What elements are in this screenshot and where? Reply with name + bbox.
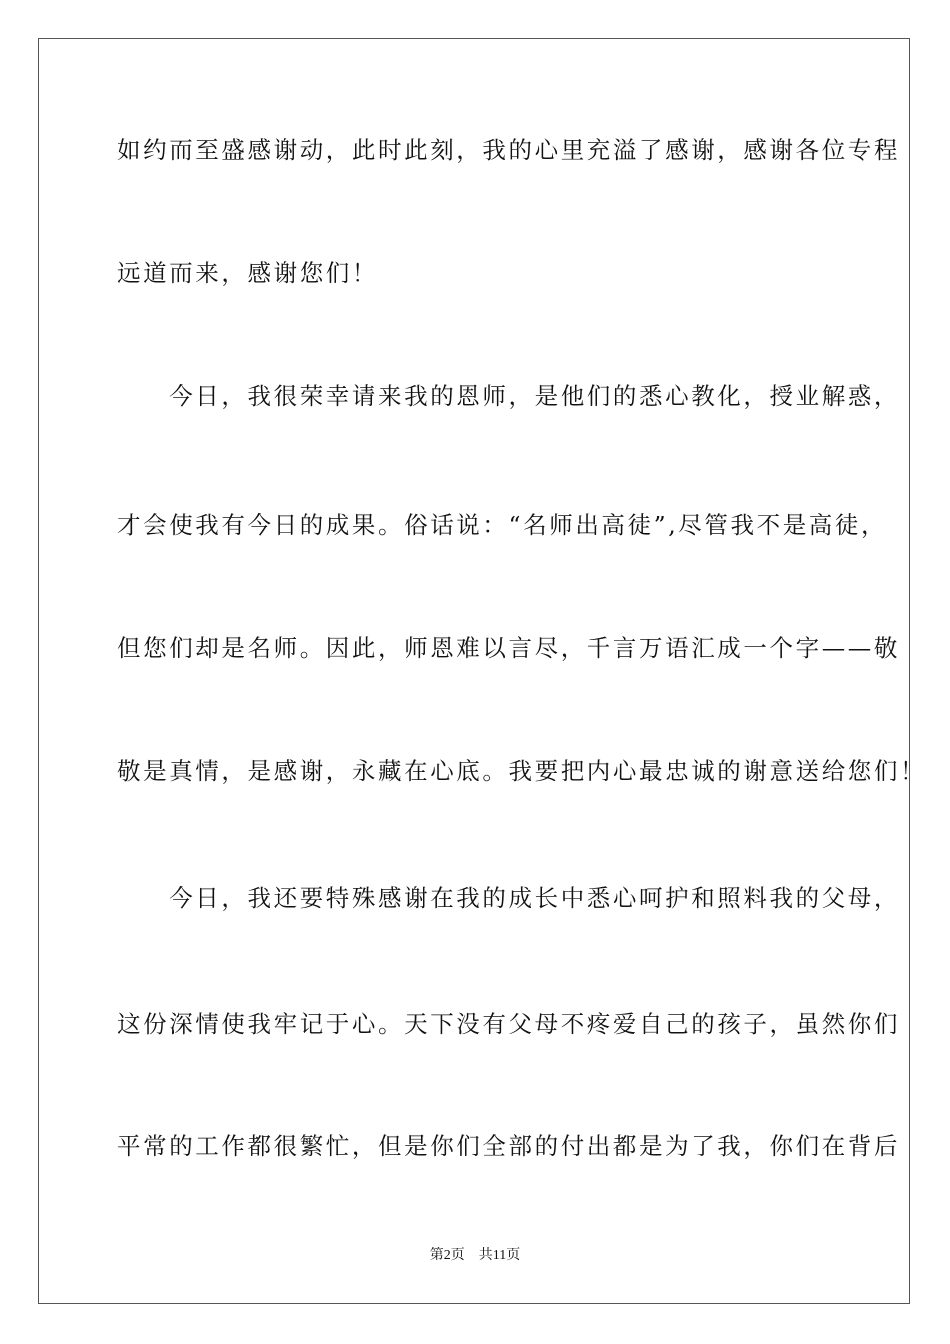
text-line-7: 今日，我还要特殊感谢在我的成长中悉心呵护和照料我的父母， <box>117 884 900 912</box>
page-number-footer: 第2页 共11页 <box>429 1248 521 1263</box>
text-line-2: 远道而来，感谢您们！ <box>117 259 378 287</box>
text-line-6: 敬是真情，是感谢，永藏在心底。我要把内心最忠诚的谢意送给您们！ <box>117 757 927 785</box>
text-line-5: 但您们却是名师。因此，师恩难以言尽，千言万语汇成一个字——敬 <box>117 634 900 662</box>
text-line-3: 今日，我很荣幸请来我的恩师，是他们的悉心教化，授业解惑， <box>117 382 900 410</box>
text-line-8: 这份深情使我牢记于心。天下没有父母不疼爱自己的孩子，虽然你们 <box>117 1010 900 1038</box>
text-line-1: 如约而至盛感谢动，此时此刻，我的心里充溢了感谢，感谢各位专程 <box>117 136 900 164</box>
page-border <box>38 38 910 1304</box>
text-line-4: 才会使我有今日的成果。俗话说：“名师出高徒”,尽管我不是高徒， <box>117 511 888 539</box>
text-line-9: 平常的工作都很繁忙，但是你们全部的付出都是为了我，你们在背后 <box>117 1132 900 1160</box>
